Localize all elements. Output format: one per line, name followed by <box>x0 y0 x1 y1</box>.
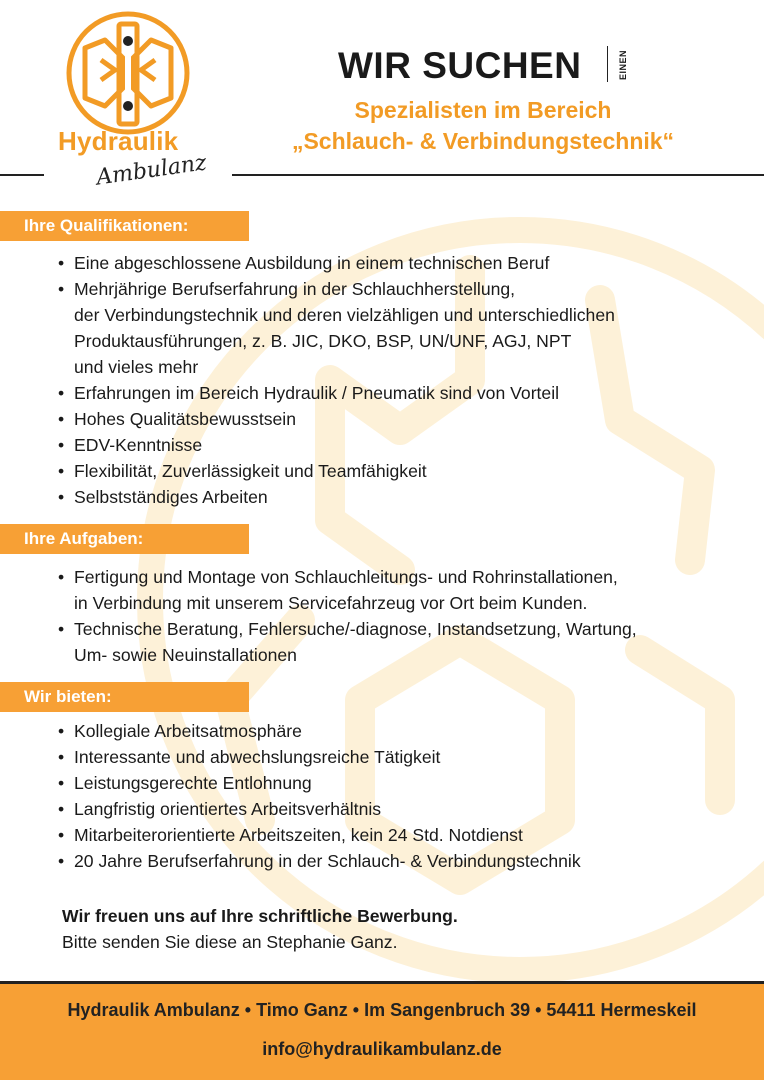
list-item-text: Erfahrungen im Bereich Hydraulik / Pneumatik sind von Vorteil <box>74 383 560 403</box>
list-item-text: Fertigung und Montage von Schlauchleitungs- und Rohrinstallationen, <box>74 567 618 587</box>
header-divider-right <box>232 174 764 176</box>
list-item-text: Flexibilität, Zuverlässigkeit und Teamfähigkeit <box>74 461 427 481</box>
bullet-icon: • <box>58 747 65 767</box>
bullet-icon: • <box>58 487 65 507</box>
closing-line-2: Bitte senden Sie diese an Stephanie Ganz. <box>62 932 398 952</box>
list-item-text: EDV-Kenntnisse <box>74 435 203 455</box>
bullet-icon: • <box>58 825 65 845</box>
bullet-icon: • <box>58 721 65 741</box>
section-header-qualifications: Ihre Qualifikationen: <box>0 211 249 241</box>
section-header-offer: Wir bieten: <box>0 682 249 712</box>
list-item-text: Kollegiale Arbeitsatmosphäre <box>74 721 302 741</box>
list-item <box>58 822 758 848</box>
list-item <box>58 406 758 432</box>
bullet-icon: • <box>58 279 65 299</box>
section-header-tasks: Ihre Aufgaben: <box>0 524 249 554</box>
list-item-text: Um- sowie Neuinstallationen <box>74 645 297 665</box>
offer-list <box>58 718 758 874</box>
page-title: WIR SUCHEN <box>338 45 582 86</box>
star-of-life-icon <box>65 10 191 138</box>
title-separator <box>607 46 608 82</box>
logo-wordmark: Hydraulik <box>58 126 179 156</box>
list-item-text: Selbstständiges Arbeiten <box>74 487 268 507</box>
list-item-text: Leistungsgerechte Entlohnung <box>74 773 312 793</box>
list-item <box>58 718 758 744</box>
list-item-text: Eine abgeschlossene Ausbildung in einem technischen Beruf <box>74 253 550 273</box>
list-item-text: der Verbindungstechnik und deren vielzähligen und unterschiedlichen <box>74 305 615 325</box>
list-item-text: und vieles mehr <box>74 357 199 377</box>
closing-text <box>62 903 458 955</box>
list-item <box>58 616 758 668</box>
logo-script: Ambulanz <box>94 150 209 191</box>
qualifications-list <box>58 250 758 510</box>
list-item-text: Hohes Qualitätsbewusstsein <box>74 409 296 429</box>
title-small-label: EINEN <box>618 49 628 80</box>
list-item <box>58 276 758 380</box>
list-item <box>58 380 758 406</box>
tasks-list <box>58 564 758 668</box>
list-item <box>58 770 758 796</box>
company-logo <box>58 10 223 190</box>
list-item-text: in Verbindung mit unserem Servicefahrzeug vor Ort beim Kunden. <box>74 593 588 613</box>
list-item <box>58 564 758 616</box>
list-item <box>58 458 758 484</box>
list-item <box>58 250 758 276</box>
bullet-icon: • <box>58 773 65 793</box>
list-item-text: Produktausführungen, z. B. JIC, DKO, BSP, UN/UNF, AGJ, NPT <box>74 331 572 351</box>
bullet-icon: • <box>58 619 65 639</box>
list-item-text: Technische Beratung, Fehlersuche/-diagnose, Instandsetzung, Wartung, <box>74 619 637 639</box>
list-item <box>58 744 758 770</box>
list-item <box>58 484 758 510</box>
bullet-icon: • <box>58 567 65 587</box>
bullet-icon: • <box>58 851 65 871</box>
bullet-icon: • <box>58 383 65 403</box>
list-item-text: Mehrjährige Berufserfahrung in der Schlauchherstellung, <box>74 279 516 299</box>
footer-email-link[interactable]: info@hydraulikambulanz.de <box>262 1039 502 1059</box>
list-item-text: 20 Jahre Berufserfahrung in der Schlauch- & Verbindungstechnik <box>74 851 581 871</box>
bullet-icon: • <box>58 253 65 273</box>
list-item <box>58 796 758 822</box>
subtitle-line-2: „Schlauch- & Verbindungstechnik“ <box>291 128 675 154</box>
footer-address: Hydraulik Ambulanz • Timo Ganz • Im Sangenbruch 39 • 54411 Hermeskeil <box>67 1000 697 1020</box>
list-item-text: Interessante und abwechslungsreiche Tätigkeit <box>74 747 441 767</box>
bullet-icon: • <box>58 461 65 481</box>
bullet-icon: • <box>58 409 65 429</box>
list-item <box>58 432 758 458</box>
bullet-icon: • <box>58 435 65 455</box>
list-item-text: Mitarbeiterorientierte Arbeitszeiten, kein 24 Std. Notdienst <box>74 825 523 845</box>
list-item <box>58 848 758 874</box>
bullet-icon: • <box>58 799 65 819</box>
header-divider-left <box>0 174 44 176</box>
list-item-text: Langfristig orientiertes Arbeitsverhältnis <box>74 799 382 819</box>
subtitle-line-1: Spezialisten im Bereich <box>354 97 612 123</box>
title-small-caption <box>614 49 644 80</box>
closing-line-1: Wir freuen uns auf Ihre schriftliche Bewerbung. <box>62 906 458 926</box>
footer <box>0 984 764 1080</box>
